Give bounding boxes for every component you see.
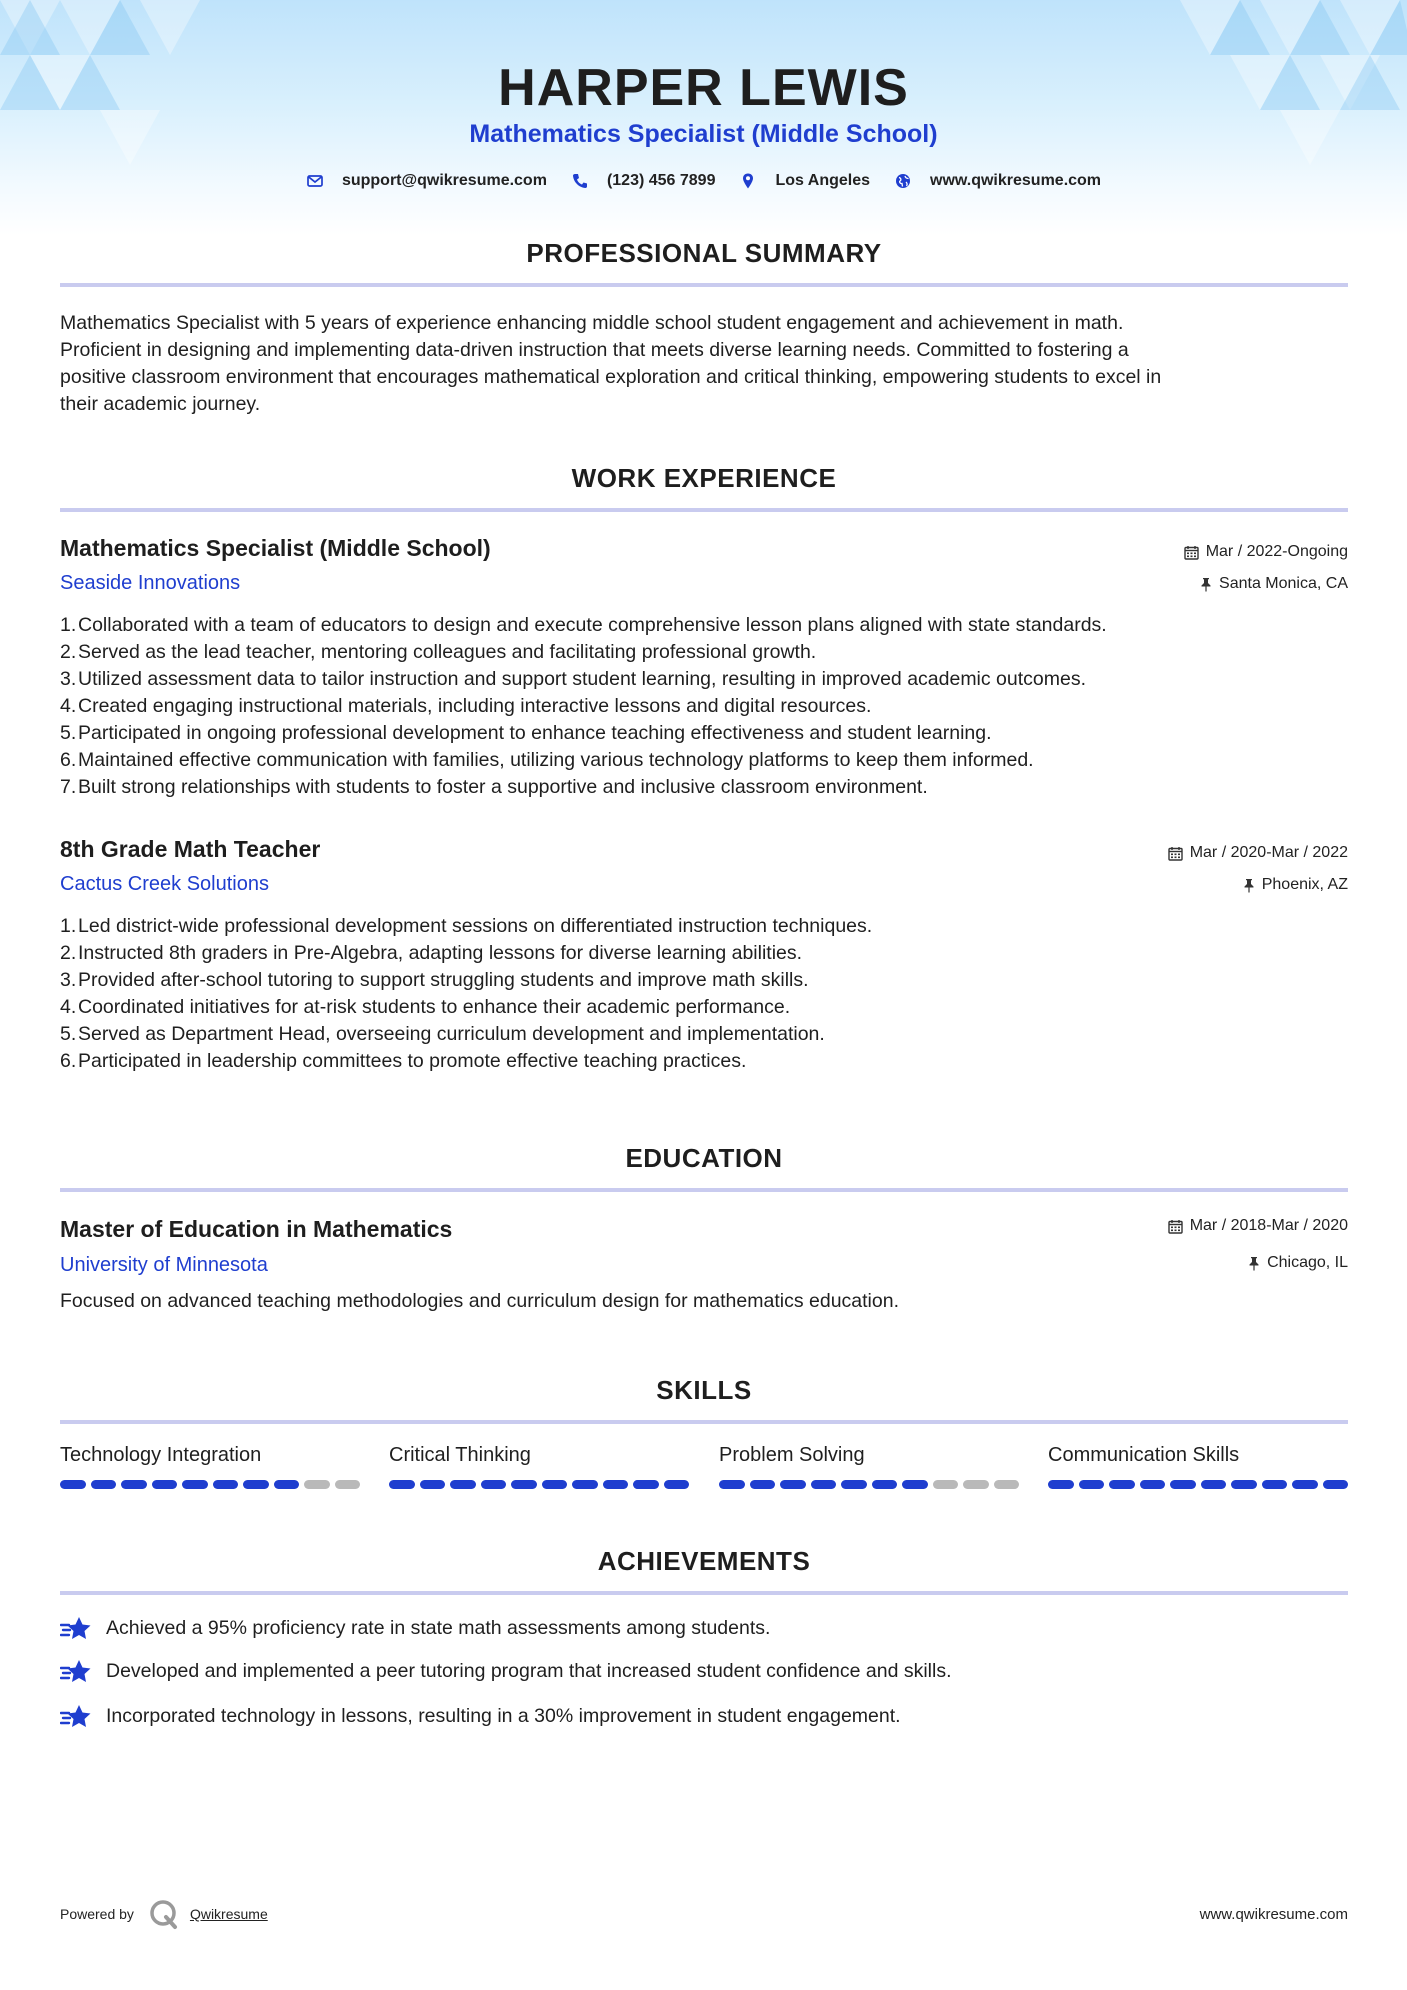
star-icon <box>60 1702 92 1730</box>
skill-segment-filled <box>1170 1480 1196 1489</box>
skill-segment-filled <box>1323 1480 1349 1489</box>
job-bullets <box>60 612 1350 801</box>
skill-item <box>389 1444 689 1489</box>
skill-label: Technology Integration <box>60 1444 262 1466</box>
job-bullets <box>60 913 1350 1075</box>
list-item: 3. Utilized assessment data to tailor instruction and support student learning, resulting in improved academic outcomes. <box>60 668 1087 690</box>
job-dates <box>1168 844 1348 862</box>
brand-link[interactable]: Qwikresume <box>189 1906 268 1922</box>
calendar-icon <box>1168 1219 1183 1234</box>
education-location-text: Chicago, IL <box>1267 1254 1348 1271</box>
map-pin-icon <box>739 172 757 190</box>
calendar-icon <box>1184 545 1199 560</box>
skill-label: Communication Skills <box>1048 1444 1240 1466</box>
footer-website[interactable]: www.qwikresume.com <box>1199 1906 1348 1923</box>
skill-segment-filled <box>243 1480 269 1489</box>
achievement-item <box>60 1702 901 1730</box>
candidate-name: HARPER LEWIS <box>498 59 909 117</box>
contact-email[interactable] <box>306 172 547 190</box>
skill-item <box>60 1444 360 1489</box>
skill-segment-empty <box>994 1480 1020 1489</box>
list-item: 1. Collaborated with a team of educators to design and execute comprehensive lesson plans aligned with state standards. <box>60 614 1107 636</box>
skill-segment-empty <box>963 1480 989 1489</box>
skill-segment-filled <box>1109 1480 1135 1489</box>
skill-segment-filled <box>1140 1480 1166 1489</box>
skill-segment-filled <box>274 1480 300 1489</box>
skill-segment-filled <box>389 1480 415 1489</box>
skill-label: Critical Thinking <box>389 1444 531 1466</box>
summary-line: Proficient in designing and implementing data-driven instruction that meets diverse learning needs. Committed to fostering a <box>60 339 1129 361</box>
skills-divider <box>60 1420 1348 1424</box>
skill-segment-filled <box>633 1480 659 1489</box>
summary-line: Mathematics Specialist with 5 years of experience enhancing middle school student engagement and achievement in math. <box>60 312 1124 334</box>
skill-rating-bar <box>1048 1480 1348 1489</box>
skill-segment-filled <box>121 1480 147 1489</box>
contact-website[interactable] <box>894 172 1101 190</box>
contact-phone[interactable] <box>571 172 716 190</box>
experience-heading: WORK EXPERIENCE <box>571 463 837 493</box>
achievements-heading: ACHIEVEMENTS <box>597 1546 811 1576</box>
email-text: support@qwikresume.com <box>341 172 547 189</box>
skill-segment-filled <box>902 1480 928 1489</box>
list-item: 4. Coordinated initiatives for at-risk students to enhance their academic performance. <box>60 996 791 1018</box>
skill-segment-filled <box>841 1480 867 1489</box>
list-item: 3. Provided after-school tutoring to support struggling students and improve math skills. <box>60 969 809 991</box>
location-text: Los Angeles <box>775 172 871 189</box>
skill-segment-filled <box>780 1480 806 1489</box>
footer-powered-by <box>60 1898 268 1930</box>
skill-segment-filled <box>872 1480 898 1489</box>
skill-segment-filled <box>603 1480 629 1489</box>
skill-item <box>1048 1444 1348 1489</box>
list-item: 7. Built strong relationships with students to foster a supportive and inclusive classroom environment. <box>60 776 928 798</box>
list-item: 1. Led district-wide professional development sessions on differentiated instruction techniques. <box>60 915 873 937</box>
skill-segment-filled <box>1292 1480 1318 1489</box>
degree-title: Master of Education in Mathematics <box>60 1216 453 1242</box>
list-item: 6. Maintained effective communication with families, utilizing various technology platforms to keep them informed. <box>60 749 1034 771</box>
job-dates-text: Mar / 2022-Ongoing <box>1205 543 1348 560</box>
globe-icon <box>894 172 912 190</box>
envelope-icon <box>306 172 324 190</box>
qwikresume-logo-icon <box>148 1898 180 1930</box>
skill-label: Problem Solving <box>719 1444 865 1466</box>
skill-segment-filled <box>450 1480 476 1489</box>
education-description: Focused on advanced teaching methodologies and curriculum design for mathematics education. <box>60 1290 899 1312</box>
pushpin-icon <box>1200 577 1212 592</box>
skill-item <box>719 1444 1019 1489</box>
website-text: www.qwikresume.com <box>930 172 1102 189</box>
experience-divider <box>60 508 1348 512</box>
skill-segment-empty <box>933 1480 959 1489</box>
education-divider <box>60 1188 1348 1192</box>
list-item: 6. Participated in leadership committees to promote effective teaching practices. <box>60 1050 747 1072</box>
skill-segment-filled <box>1201 1480 1227 1489</box>
job-location <box>1243 876 1348 894</box>
skill-segment-filled <box>420 1480 446 1489</box>
skill-rating-bar <box>719 1480 1019 1489</box>
summary-text <box>60 310 1348 418</box>
summary-heading: PROFESSIONAL SUMMARY <box>526 238 882 268</box>
skill-segment-filled <box>91 1480 117 1489</box>
education-location <box>1248 1254 1348 1272</box>
skill-segment-filled <box>542 1480 568 1489</box>
pushpin-icon <box>1243 878 1255 893</box>
job-location-text: Phoenix, AZ <box>1261 876 1348 893</box>
achievement-item <box>60 1657 952 1685</box>
skill-segment-filled <box>1262 1480 1288 1489</box>
phone-text: (123) 456 7899 <box>606 172 716 189</box>
summary-line: their academic journey. <box>60 393 261 415</box>
skill-segment-filled <box>811 1480 837 1489</box>
job-title: Mathematics Specialist (Middle School) <box>60 535 491 561</box>
skill-segment-filled <box>750 1480 776 1489</box>
list-item: 5. Participated in ongoing professional development to enhance teaching effectiveness and student learning. <box>60 722 992 744</box>
achievements-divider <box>60 1591 1348 1595</box>
job-location-text: Santa Monica, CA <box>1219 575 1348 592</box>
list-item: 4. Created engaging instructional materials, including interactive lessons and digital resources. <box>60 695 872 717</box>
company-name[interactable]: Seaside Innovations <box>60 572 241 594</box>
job-title: 8th Grade Math Teacher <box>60 836 321 862</box>
school-name[interactable]: University of Minnesota <box>60 1254 268 1276</box>
summary-divider <box>60 283 1348 287</box>
skill-rating-bar <box>60 1480 360 1489</box>
skill-segment-filled <box>511 1480 537 1489</box>
skill-segment-empty <box>335 1480 361 1489</box>
education-dates <box>1168 1217 1348 1235</box>
list-item: 2. Served as the lead teacher, mentoring colleagues and facilitating professional growth. <box>60 641 817 663</box>
education-heading: EDUCATION <box>625 1143 783 1173</box>
candidate-title: Mathematics Specialist (Middle School) <box>469 120 938 148</box>
star-icon <box>60 1614 92 1642</box>
phone-icon <box>571 172 589 190</box>
job-dates <box>1184 543 1348 561</box>
contact-bar <box>0 172 1407 190</box>
skill-segment-filled <box>1231 1480 1257 1489</box>
job-location <box>1200 575 1348 593</box>
achievement-item <box>60 1614 770 1642</box>
contact-location <box>739 172 870 190</box>
skill-segment-empty <box>304 1480 330 1489</box>
skill-segment-filled <box>664 1480 690 1489</box>
company-name[interactable]: Cactus Creek Solutions <box>60 873 269 895</box>
calendar-icon <box>1168 846 1183 861</box>
summary-line: positive classroom environment that encourages mathematical exploration and critical thinking, empowering students to excel in <box>60 366 1162 388</box>
star-icon <box>60 1657 92 1685</box>
skill-segment-filled <box>1079 1480 1105 1489</box>
pushpin-icon <box>1248 1256 1260 1271</box>
list-item: 2. Instructed 8th graders in Pre-Algebra, adapting lessons for diverse learning abilities. <box>60 942 803 964</box>
skill-segment-filled <box>152 1480 178 1489</box>
skills-heading: SKILLS <box>656 1375 752 1405</box>
skill-segment-filled <box>719 1480 745 1489</box>
skill-segment-filled <box>60 1480 86 1489</box>
achievement-text: Achieved a 95% proficiency rate in state math assessments among students. <box>106 1616 771 1639</box>
list-item: 5. Served as Department Head, overseeing curriculum development and implementation. <box>60 1023 825 1045</box>
skill-segment-filled <box>213 1480 239 1489</box>
powered-by-label: Powered by <box>60 1906 134 1922</box>
skill-segment-filled <box>182 1480 208 1489</box>
skill-segment-filled <box>572 1480 598 1489</box>
skill-rating-bar <box>389 1480 689 1489</box>
achievement-text: Developed and implemented a peer tutoring program that increased student confidence and skills. <box>106 1659 952 1682</box>
achievement-text: Incorporated technology in lessons, resulting in a 30% improvement in student engagement. <box>106 1704 901 1727</box>
education-dates-text: Mar / 2018-Mar / 2020 <box>1189 1217 1348 1234</box>
job-dates-text: Mar / 2020-Mar / 2022 <box>1189 844 1348 861</box>
skill-segment-filled <box>481 1480 507 1489</box>
skill-segment-filled <box>1048 1480 1074 1489</box>
